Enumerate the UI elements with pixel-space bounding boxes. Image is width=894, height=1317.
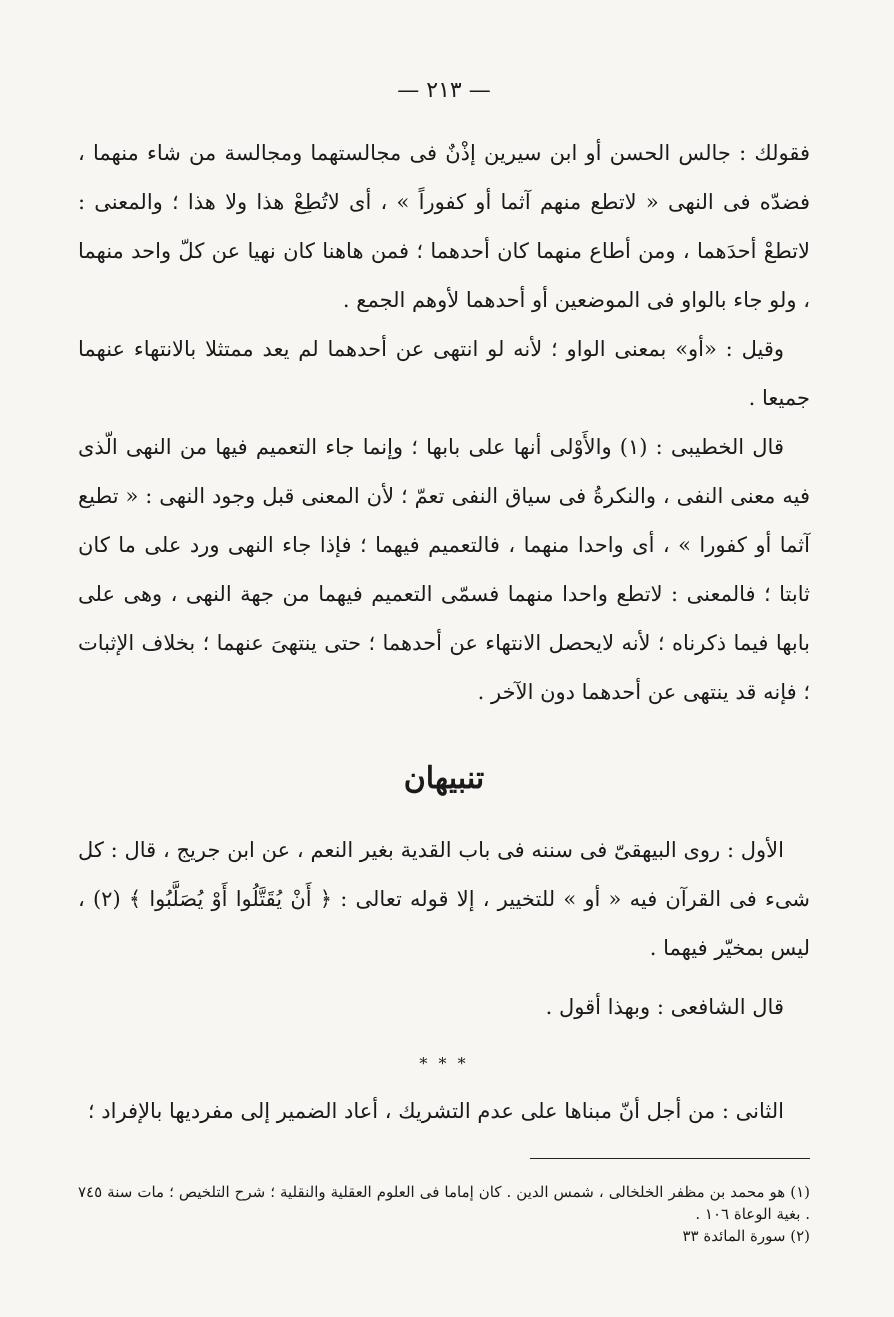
shafii-quote: قال الشافعى : وبهذا أقول . <box>545 995 784 1019</box>
footnote-divider <box>530 1158 810 1159</box>
paragraph-2: وقيل : «أو» بمعنى الواو ؛ لأنه لو انتهى عن أحدهما لم يعد ممتثلا بالانتهاء عنهما جميعا . <box>78 337 810 410</box>
page-number: — ٢١٣ — <box>397 78 491 103</box>
section-heading: تنبيهان <box>403 761 485 796</box>
section-separator-stars: * * * <box>419 1054 469 1073</box>
paragraph-3: قال الخطيبى : (١) والأَوْلى أنها على بابها ؛ وإنما جاء التعميم فيها من النهى الّذى فيه معنى النفى ، والنكرةُ فى سياق النفى تعمّ ؛ لأن المعنى قبل وجود النهى : « تطيع آثما أو كفورا » ، أى واحدا منهما ، فالتعميم فيهما ؛ فإذا جاء النهى ورد على ما كان ثابتا ؛ فالمعنى : لاتطع واحدا منهما فسمّى التعميم فيهما من جهة النهى ، وهى على بابها فيما ذكرناه ؛ لأنه لايحصل الانتهاء عن أحدهما ؛ حتى ينتهىَ عنهما ؛ بخلاف الإثبات ؛ فإنه قد ينتهى عن أحدهما دون الآخر . <box>78 435 810 704</box>
footnote-1: (١) هو محمد بن مظفر الخلخالى ، شمس الدين . كان إماما فى العلوم العقلية والنقلية ؛ شرح التلخيص ؛ مات سنة ٧٤٥ . بغية الوعاة ١٠٦ . <box>78 1183 810 1223</box>
tanbih-first: الأول : روى البيهقىّ فى سننه فى باب القدية بغير النعم ، عن ابن جريج ، قال : كل شىء فى القرآن فيه « أو » للتخيير ، إلا قوله تعالى : ﴿ أَنْ يُقَتَّلُوا أَوْ يُصَلَّبُوا ﴾ (٢) ، ليس بمخيّر فيهما . <box>78 838 811 960</box>
paragraph-1: فقولك : جالس الحسن أو ابن سيرين إذْنٌ فى مجالستهما ومجالسة من شاء منهما ، فضدّه فى النهى « لاتطع منهم آثما أو كفوراً » ، أى لاتُطِعْ هذا ولا هذا ؛ والمعنى : لاتطعْ أحدَهما ، ومن أطاع منهما كان أحدهما ؛ فمن هاهنا كان نهيا عن كلّ واحد منهما ، ولو جاء بالواو فى الموضعين أو أحدهما لأوهم الجمع . <box>78 141 810 312</box>
footnote-2: (٢) سورة المائدة ٣٣ <box>682 1227 810 1245</box>
tanbih-second: الثانى : من أجل أنّ مبناها على عدم التشريك ، أعاد الضمير إلى مفرديها بالإفراد ؛ <box>87 1099 784 1123</box>
